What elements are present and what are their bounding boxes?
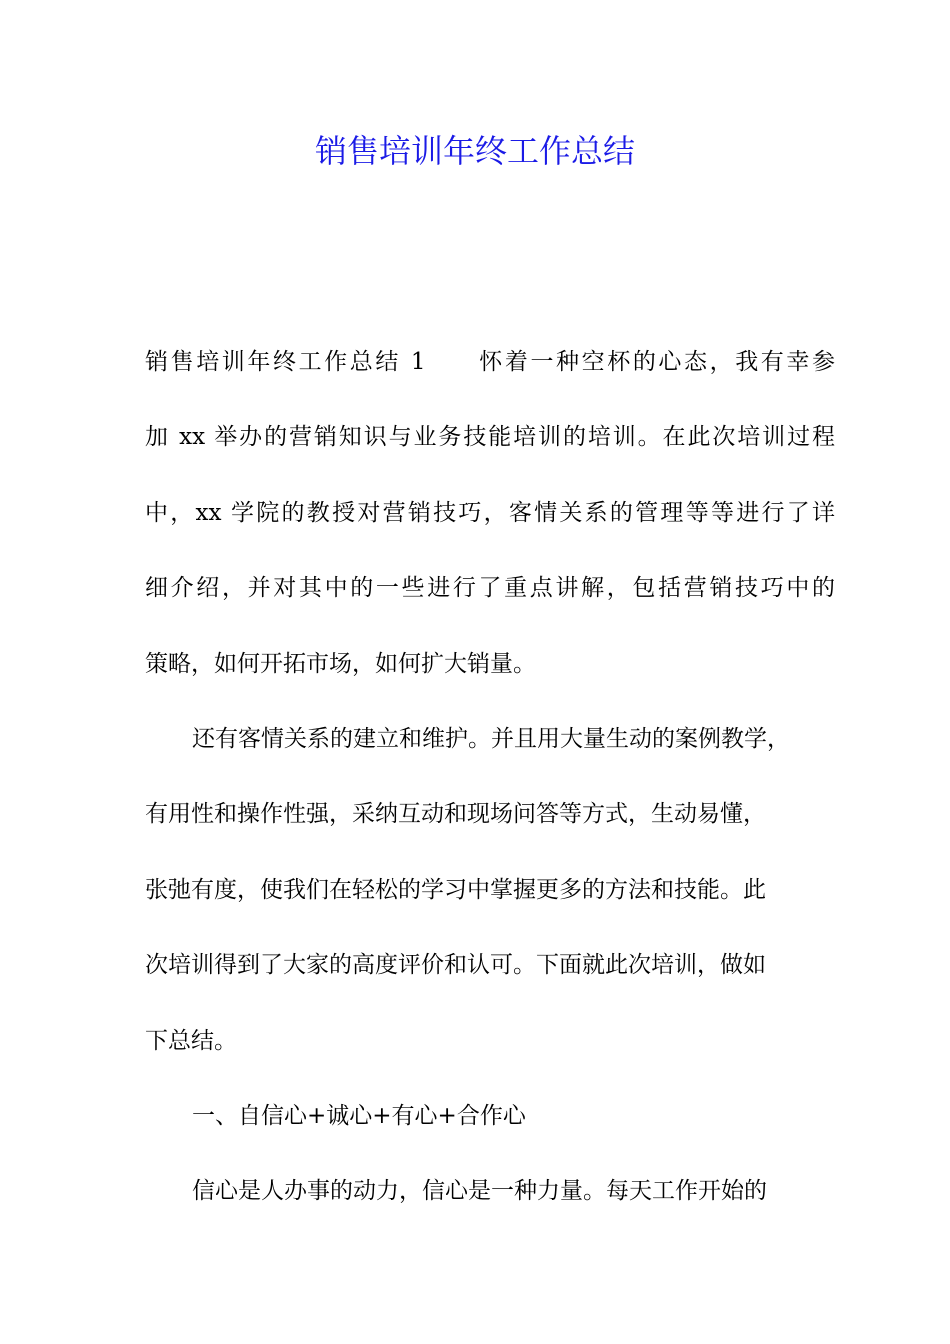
body-line: 销售培训年终工作总结 1 怀着一种空杯的心态，我有幸参 [145,349,835,375]
document-body [145,342,835,1247]
body-line: 加 xx 举办的营销知识与业务技能培训的培训。在此次培训过程 [145,424,835,451]
body-line: 信心是人办事的动力，信心是一种力量。每天工作开始的 [192,1178,767,1205]
body-line: 有用性和操作性强，采纳互动和现场问答等方式，生动易懂， [145,801,766,828]
document-title: 销售培训年终工作总结 [314,132,635,170]
body-line: 中，xx 学院的教授对营销技巧，客情关系的管理等等进行了详 [145,499,835,526]
body-line: 细介绍，并对其中的一些进行了重点讲解，包括营销技巧中的 [145,575,835,602]
body-line: 下总结。 [145,1027,237,1054]
body-line: 还有客情关系的建立和维护。并且用大量生动的案例教学， [192,725,790,752]
section-heading: 一、自信心+诚心+有心+合作心 [192,1102,526,1129]
body-line: 张弛有度，使我们在轻松的学习中掌握更多的方法和技能。此 [145,876,766,903]
body-line: 策略，如何开拓市场，如何扩大销量。 [145,650,536,677]
body-line: 次培训得到了大家的高度评价和认可。下面就此次培训，做如 [145,952,766,979]
